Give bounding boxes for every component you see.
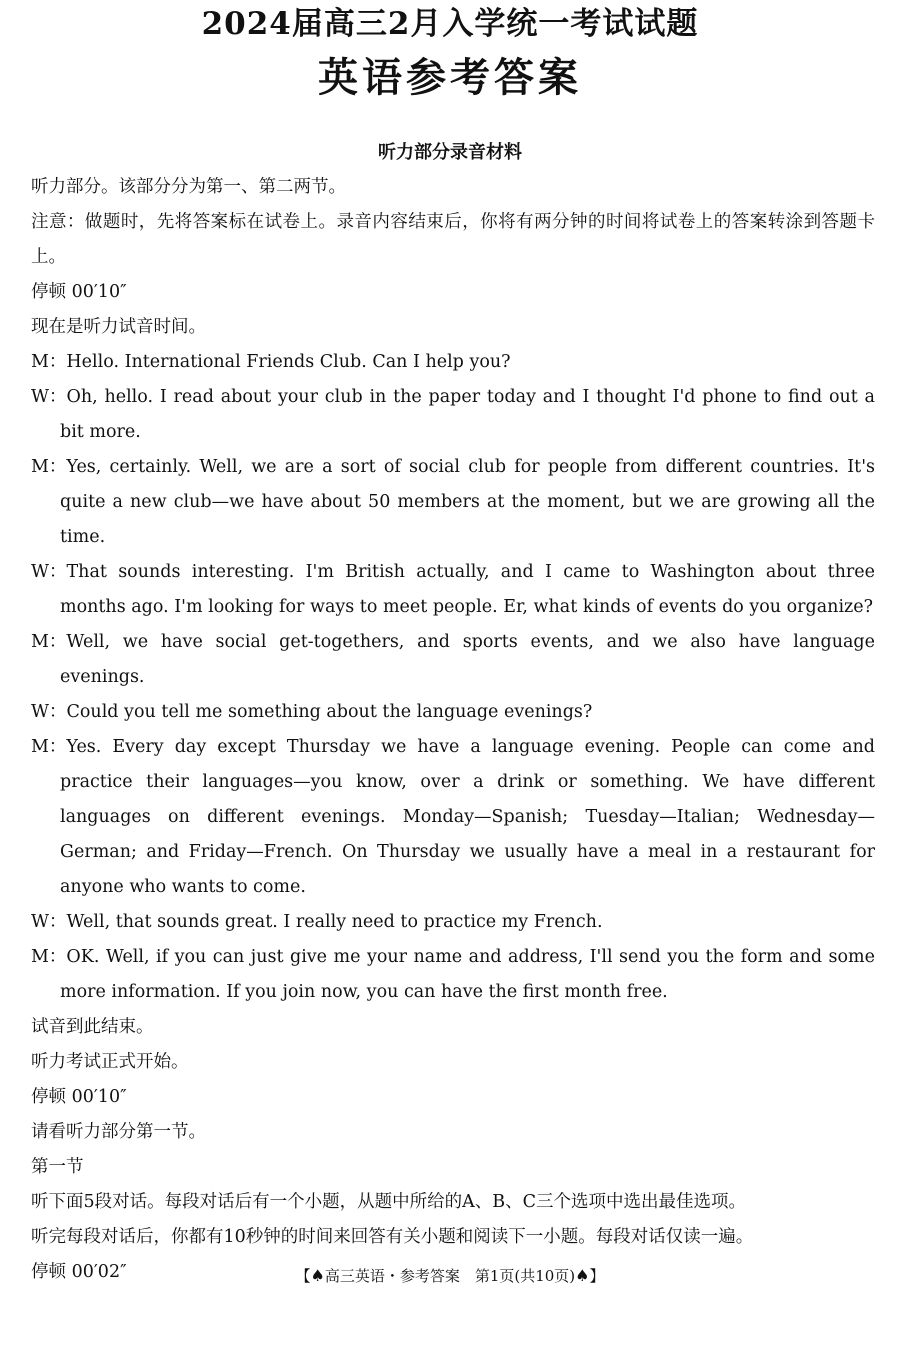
notice-paragraph: 注意：做题时，先将答案标在试卷上。录音内容结束后，你将有两分钟的时间将试卷上的答案转涂到答题卡上。: [31, 212, 875, 267]
dialog-text: Oh, hello. I read about your club in the paper today and I thought I'd phone to find out a bit more.: [60, 387, 875, 442]
page-footer: [0, 1265, 900, 1287]
dialog-text: Well, we have social get-togethers, and sports events, and we also have language evenings.: [60, 632, 875, 687]
instruction-line: 听下面5段对话。每段对话后有一个小题，从题中所给的A、B、C三个选项中选出最佳选项。: [31, 1192, 747, 1212]
dialog-text: Hello. International Friends Club. Can I help you?: [66, 352, 511, 372]
dialog-line: [31, 380, 875, 450]
dialog-line: [31, 940, 875, 1010]
dialog-line: [31, 730, 875, 905]
speaker-label: M：: [31, 352, 67, 372]
intro-paragraph: 听力部分。该部分分为第一、第二两节。: [31, 177, 346, 197]
pause-note: 停顿 00′02″: [31, 1262, 127, 1282]
section-direction-line: 请看听力部分第一节。: [31, 1122, 206, 1142]
speaker-label: M：: [31, 457, 67, 477]
dialog-line: [31, 625, 875, 695]
spade-icon: ♠: [575, 1266, 590, 1285]
footer-text: 高三英语・参考答案 第1页(共10页): [324, 1267, 576, 1285]
footer-bracket-left: 【: [295, 1267, 311, 1285]
dialog-line: [31, 450, 875, 555]
document-body: [31, 170, 875, 1290]
speaker-label: W：: [31, 912, 67, 932]
pause-note: 停顿 00′10″: [31, 282, 127, 302]
dialog-line: [31, 695, 875, 730]
dialog-text: Yes. Every day except Thursday we have a language evening. People can come and practice their languages—you know, over a drink or something. We have different languages on different evenings. Monday—Spanish; Tuesday—Italian; Wednesday—German; and Friday—French. On Thursday we usually have a meal in a restaurant for anyone who wants to come.: [60, 737, 875, 897]
exam-start-line: 听力考试正式开始。: [31, 1052, 189, 1072]
dialog-line: [31, 555, 875, 625]
dialog-text: Yes, certainly. Well, we are a sort of social club for people from different countries. It's quite a new club—we have about 50 members at the moment, but we are growing all the time.: [60, 457, 875, 547]
speaker-label: W：: [31, 562, 67, 582]
instruction-line: 听完每段对话后，你都有10秒钟的时间来回答有关小题和阅读下一小题。每段对话仅读一遍。: [31, 1227, 754, 1247]
dialog-text: That sounds interesting. I'm British actually, and I came to Washington about three months ago. I'm looking for ways to meet people. Er, what kinds of events do you organize?: [60, 562, 875, 617]
document-title: 2024届高三2月入学统一考试试题: [201, 6, 699, 42]
dialog-line: [31, 345, 875, 380]
speaker-label: W：: [31, 387, 67, 407]
dialog-text: OK. Well, if you can just give me your name and address, I'll send you the form and some more information. If you join now, you can have the first month free.: [60, 947, 875, 1002]
section-heading: 听力部分录音材料: [378, 142, 522, 163]
trial-end-line: 试音到此结束。: [31, 1017, 154, 1037]
pause-note: 停顿 00′10″: [31, 1087, 127, 1107]
dialog-line: [31, 905, 875, 940]
footer-bracket-right: 】: [589, 1267, 605, 1285]
speaker-label: W：: [31, 702, 67, 722]
speaker-label: M：: [31, 947, 67, 967]
speaker-label: M：: [31, 737, 67, 757]
document-subtitle: 英语参考答案: [318, 54, 582, 101]
trial-start-line: 现在是听力试音时间。: [31, 317, 206, 337]
dialog-text: Well, that sounds great. I really need to practice my French.: [66, 912, 603, 932]
section-one-heading: 第一节: [31, 1157, 84, 1177]
speaker-label: M：: [31, 632, 67, 652]
dialog-text: Could you tell me something about the language evenings?: [66, 702, 593, 722]
spade-icon: ♠: [310, 1266, 325, 1285]
